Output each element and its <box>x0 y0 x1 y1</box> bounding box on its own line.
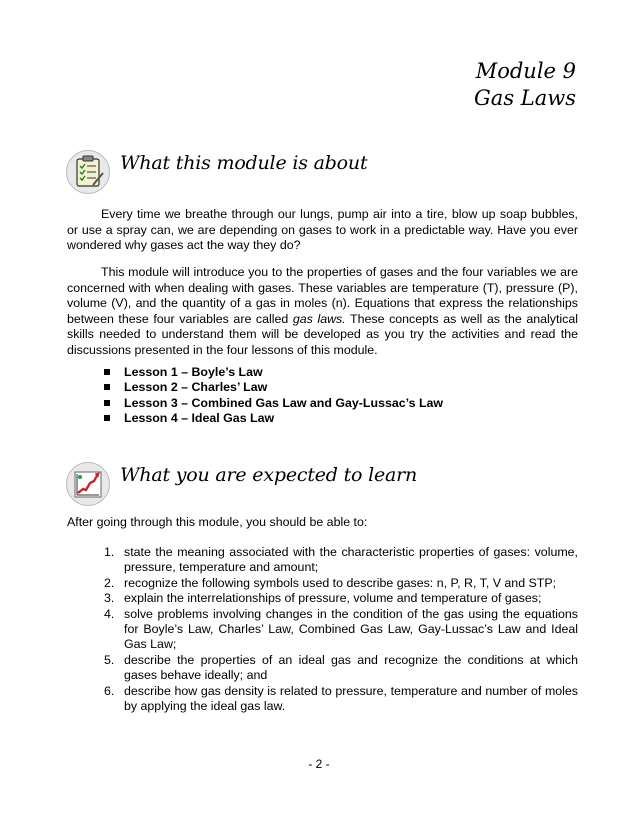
bullet-square-icon <box>104 400 110 406</box>
objectives-list <box>104 545 578 714</box>
about-paragraph-2 <box>67 265 578 358</box>
lesson-item <box>104 365 443 380</box>
objective-number: 2. <box>104 575 115 590</box>
about-paragraph-2-text-b: These concepts as well as the analytical skills needed to understand them will be developed as you try the activities and read the discussions presented in the four lessons of this module. <box>67 311 578 357</box>
objective-text: explain the interrelationships of pressure, volume and temperature of gases; <box>124 591 542 606</box>
bullet-square-icon <box>104 415 110 421</box>
lesson-label: Lesson 1 – Boyle’s Law <box>124 365 263 379</box>
section-heading-expected: What you are expected to learn <box>120 464 418 486</box>
rising-graph-icon <box>66 462 110 506</box>
objective-text: state the meaning associated with the characteristic properties of gases: volume, pressure, temperature and amount; <box>124 545 578 575</box>
objective-number: 5. <box>104 652 115 667</box>
objective-item <box>104 607 578 653</box>
objective-item <box>104 545 578 576</box>
lesson-label: Lesson 2 – Charles’ Law <box>124 380 268 395</box>
objective-text: describe the properties of an ideal gas and recognize the conditions at which gases behave ideally; and <box>124 652 578 683</box>
lesson-item <box>104 396 443 411</box>
about-paragraph-1: Every time we breathe through our lungs, pump air into a tire, blow up soap bubbles, or use a spray can, we are depending on gases to work in a predictable way. Have you ever wondered why gases act the way they do? <box>67 207 578 252</box>
expected-intro: After going through this module, you should be able to: <box>67 515 368 529</box>
objective-number: 1. <box>104 545 115 559</box>
gas-laws-term: gas laws. <box>292 311 346 326</box>
lesson-list <box>104 365 443 427</box>
module-number: Module 9 <box>475 59 576 83</box>
objective-text: describe how gas density is related to pressure, temperature and number of moles by applying the ideal gas law. <box>124 683 578 714</box>
objective-item <box>104 591 578 606</box>
bullet-square-icon <box>104 384 110 390</box>
module-title-block <box>474 58 576 112</box>
lesson-item <box>104 380 443 395</box>
objective-text: solve problems involving changes in the condition of the gas using the equations for Boyle’s Law, Charles’ Law, Combined Gas Law, Gay-Lussac’s Law and Ideal Gas Law; <box>124 606 578 652</box>
lesson-item <box>104 411 443 426</box>
about-paragraph-2-text-a: This module will introduce you to the properties of gases and the four variables we are concerned with when dealing with gases. These variables are temperature (T), pressure (P), volume (V), and the quantity of a gas in moles (n). Equations that express the relationships between these four variables are called <box>67 265 578 326</box>
objective-text: recognize the following symbols used to describe gases: n, P, R, T, V and STP; <box>124 575 557 590</box>
objective-number: 6. <box>104 683 115 698</box>
lesson-label: Lesson 4 – Ideal Gas Law <box>124 411 275 426</box>
objective-item <box>104 576 578 591</box>
checklist-clipboard-icon <box>66 150 110 194</box>
module-name: Gas Laws <box>474 86 576 110</box>
bullet-square-icon <box>104 369 110 375</box>
section-heading-about: What this module is about <box>120 152 368 174</box>
objective-item <box>104 653 578 684</box>
objective-number: 3. <box>104 591 115 606</box>
objective-number: 4. <box>104 606 115 621</box>
lesson-label: Lesson 3 – Combined Gas Law and Gay-Lussac’s Law <box>124 395 444 410</box>
page-number: - 2 - <box>308 757 330 771</box>
objective-item <box>104 684 578 715</box>
